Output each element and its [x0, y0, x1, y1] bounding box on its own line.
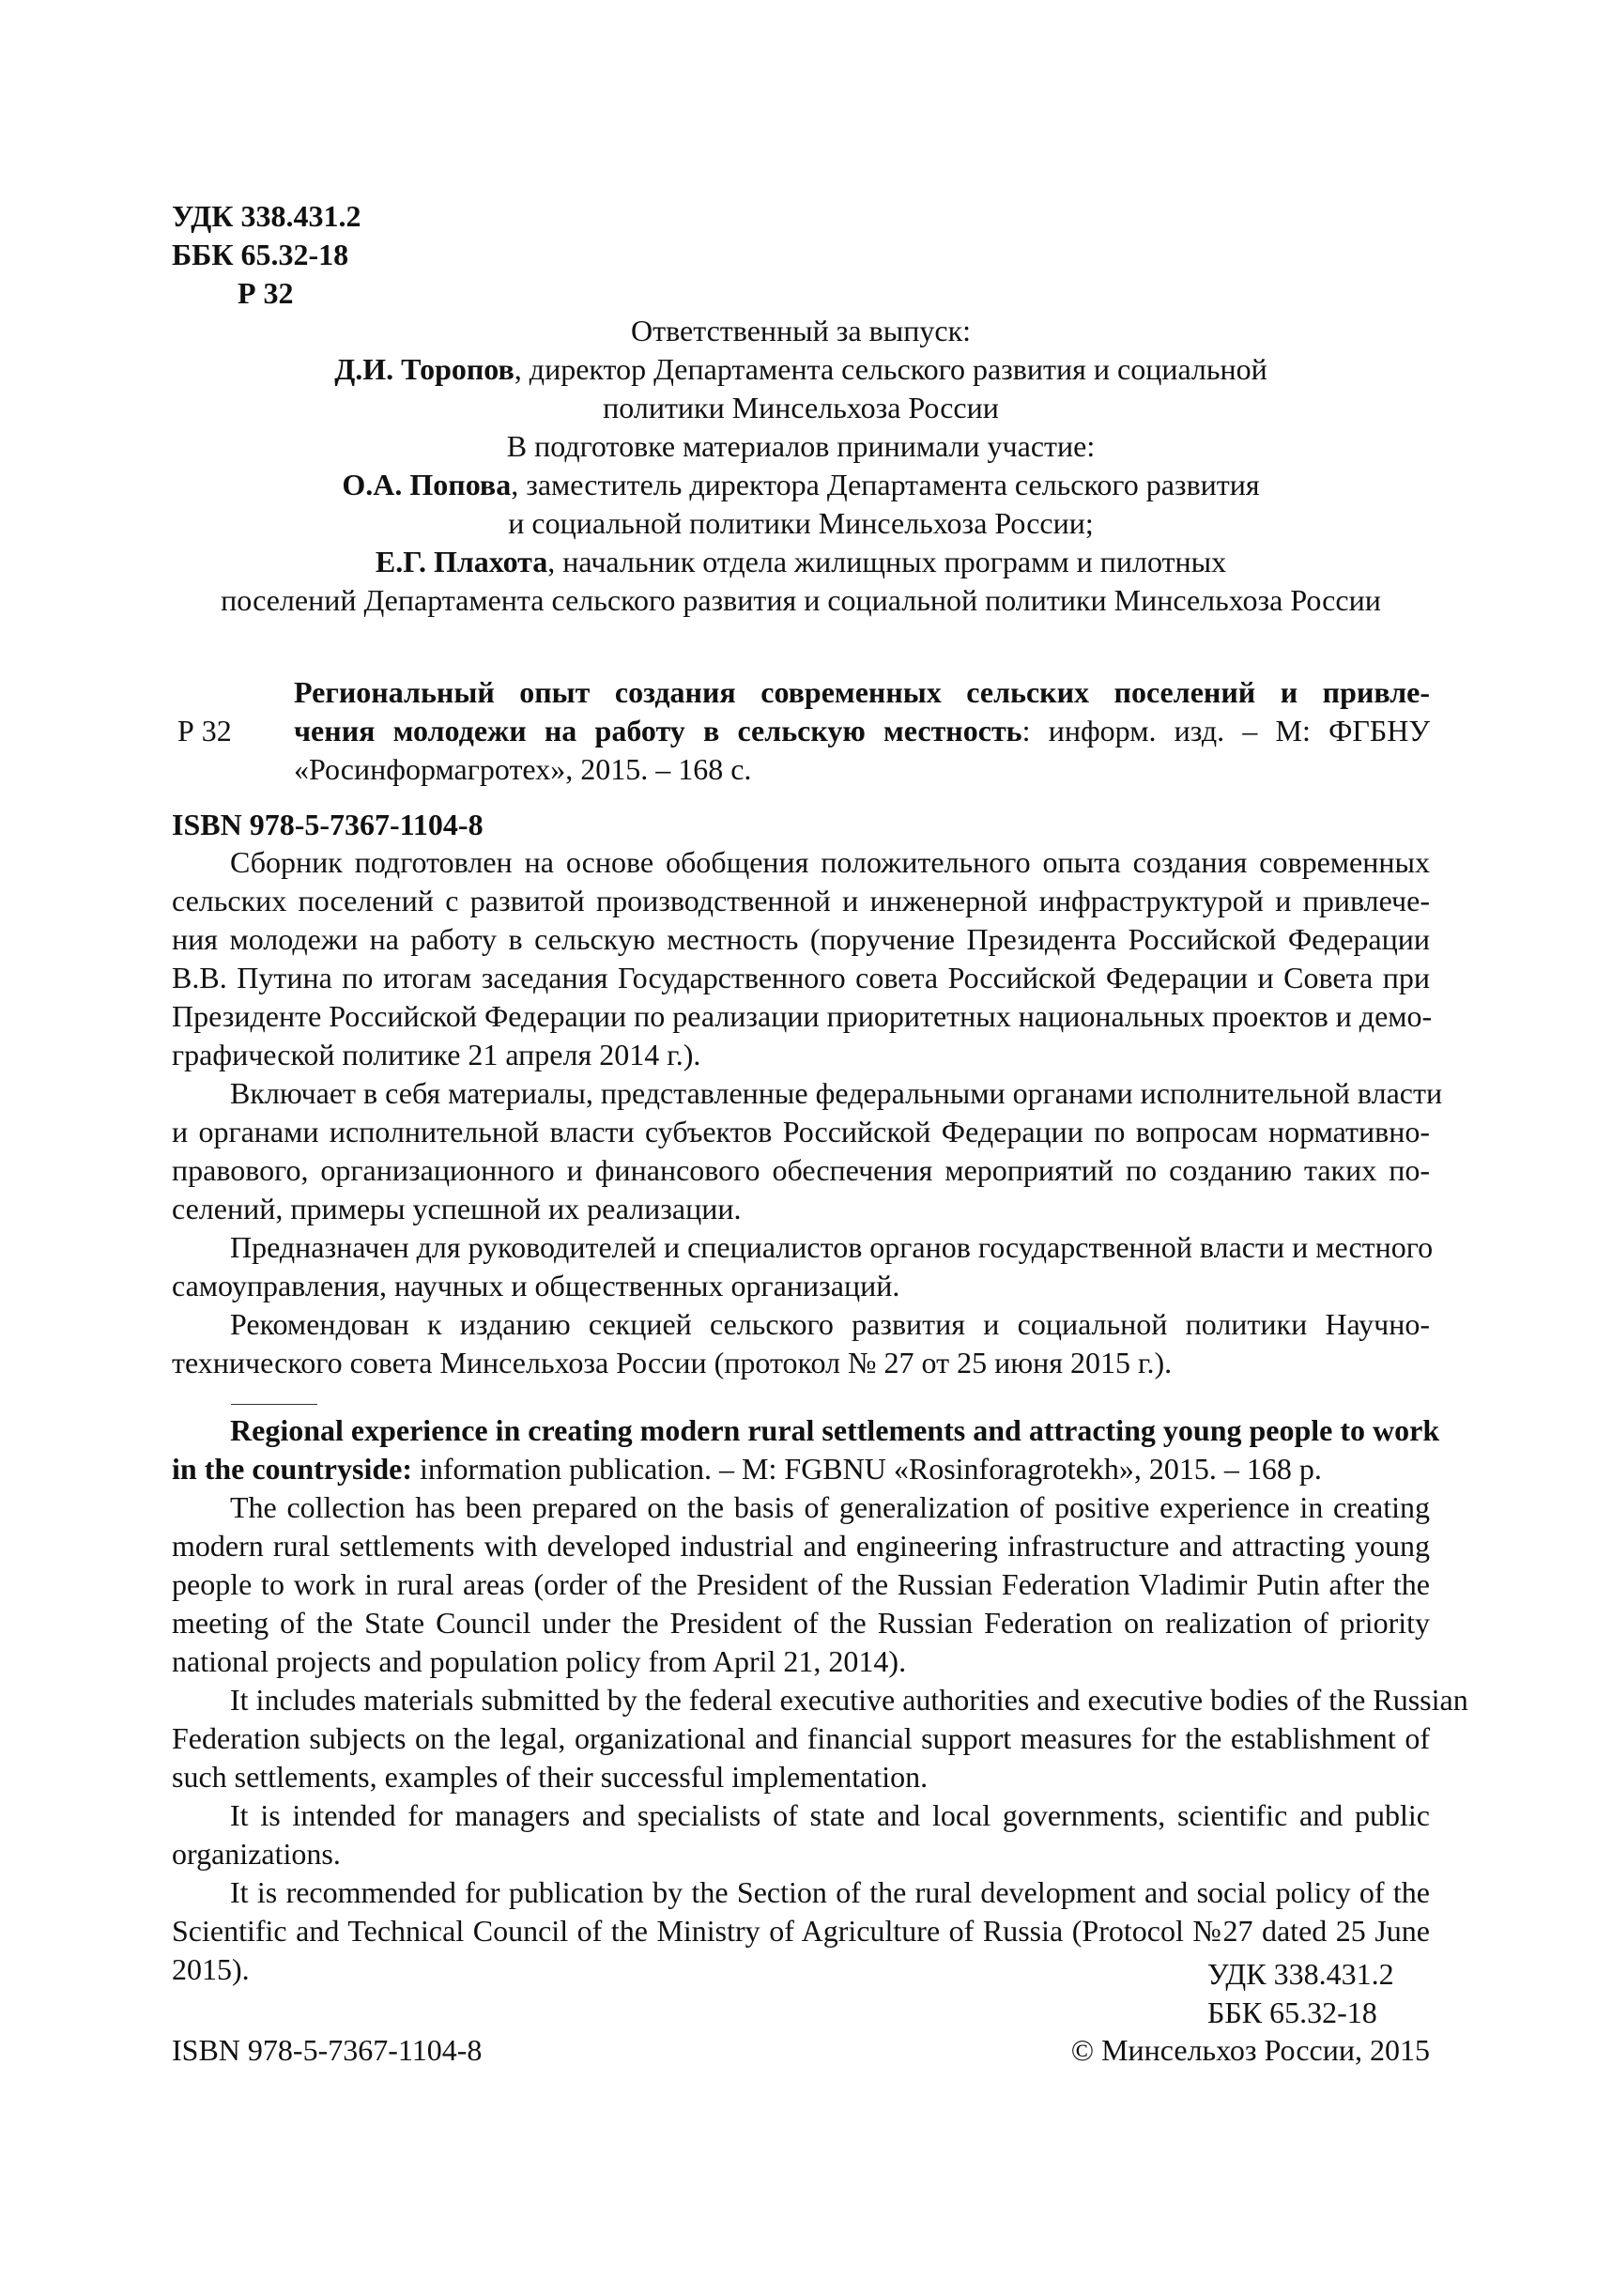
credit-name: О.А. Попова	[342, 468, 512, 501]
text-line: It is recommended for publication by the Section of the rural development and social policy of the	[230, 1875, 1430, 1909]
text-line: селений, примеры успешной их реализации.	[172, 1192, 742, 1225]
participants-label: В подготовке материалов принимали участие:	[506, 429, 1096, 463]
text-line: national projects and population policy from April 21, 2014).	[172, 1644, 907, 1678]
en-title	[172, 1411, 1440, 1488]
footer	[172, 2031, 1430, 2070]
credit-plakhota	[172, 543, 1430, 581]
isbn-heading: ISBN 978-5-7367-1104-8	[172, 808, 484, 841]
credit-role: , заместитель директора Департамента сельского развития	[511, 468, 1260, 501]
credit-toropov	[172, 350, 1430, 389]
text-line: графической политике 21 апреля 2014 г.).	[172, 1038, 701, 1071]
russian-abstract	[172, 843, 1443, 1382]
text-line: It includes materials submitted by the federal executive authorities and executive bodies of the Russian	[230, 1683, 1468, 1717]
copyright: © Минсельхоз России, 2015	[1070, 2033, 1430, 2067]
bibliographic-annotation	[172, 673, 1430, 789]
text-line: Regional experience in creating modern rural settlements and attracting young people to work	[230, 1413, 1440, 1447]
ru-paragraph-3	[172, 1228, 1434, 1305]
text-line: 2015).	[172, 1952, 250, 1986]
ru-paragraph-4	[172, 1305, 1430, 1382]
credit-role-cont: поселений Департамента сельского развития и социальной политики Минсельхоза России	[221, 583, 1381, 617]
text-line: organizations.	[172, 1837, 341, 1871]
responsible-label: Ответственный за выпуск:	[631, 314, 971, 347]
annotation-publisher: : информ. изд. – М: ФГБНУ	[1021, 714, 1431, 747]
en-title-bold: in the countryside:	[172, 1452, 412, 1486]
credit-role: , директор Департамента сельского развития и социальной	[514, 352, 1267, 386]
credit-name: Д.И. Торопов	[334, 352, 514, 386]
udk-code: УДК 338.431.2	[1207, 1957, 1394, 1991]
annotation-title-line: Региональный опыт создания современных сельских поселений и привле-	[294, 675, 1430, 709]
en-paragraph-3	[172, 1796, 1430, 1873]
annotation-title-line	[294, 712, 1430, 750]
author-mark: Р 32	[238, 276, 294, 310]
credit-popova	[172, 466, 1430, 504]
text-line: технического совета Минсельхоза России (протокол № 27 от 25 июня 2015 г.).	[172, 1346, 1173, 1379]
text-line: и органами исполнительной власти субъектов Российской Федерации по вопросам нормативно-	[172, 1115, 1430, 1148]
en-publisher: information publication. – M: FGBNU «Rosinforagrotekh», 2015. – 168 p.	[412, 1452, 1322, 1486]
credit-role-cont: и социальной политики Минсельхоза России;	[508, 506, 1094, 540]
text-line	[172, 1450, 1430, 1488]
annotation-title-bold: чения молодежи на работу в сельскую местность	[294, 714, 1022, 747]
text-line: modern rural settlements with developed industrial and engineering infrastructure and attracting young	[172, 1529, 1430, 1563]
text-line: Federation subjects on the legal, organizational and financial support measures for the establishment of	[172, 1721, 1430, 1755]
credits-block	[172, 312, 1430, 620]
en-paragraph-1	[172, 1488, 1430, 1681]
text-line: Рекомендован к изданию секцией сельского развития и социальной политики Научно-	[230, 1307, 1430, 1341]
text-line: В.В. Путина по итогам заседания Государственного совета Российской Федерации и Совета при	[172, 961, 1430, 994]
en-paragraph-2	[172, 1681, 1468, 1796]
udk-code: УДК 338.431.2	[172, 199, 361, 233]
credit-role: , начальник отдела жилищных программ и пилотных	[547, 545, 1227, 578]
annotation-code: Р 32	[177, 714, 232, 747]
text-line: Президенте Российской Федерации по реализации приоритетных национальных проектов и демо-	[172, 999, 1433, 1033]
credit-role-cont: политики Минсельхоза России	[603, 391, 999, 424]
credit-name: Е.Г. Плахота	[375, 545, 548, 578]
classification-block-right	[1207, 1955, 1394, 2032]
text-line: Сборник подготовлен на основе обобщения положительного опыта создания современных	[230, 845, 1430, 879]
text-line: Включает в себя материалы, представленные федеральными органами исполнительной власти	[230, 1076, 1443, 1110]
text-line: such settlements, examples of their successful implementation.	[172, 1760, 929, 1794]
text-line: meeting of the State Council under the President of the Russian Federation on realization of priority	[172, 1606, 1430, 1640]
ru-paragraph-1	[172, 843, 1433, 1074]
text-line: people to work in rural areas (order of the President of the Russian Federation Vladimir Putin after the	[172, 1567, 1430, 1601]
text-line: сельских поселений с развитой производственной и инженерной инфраструктурой и привлече-	[172, 884, 1430, 917]
annotation-text	[294, 673, 1430, 789]
bbk-code: ББК 65.32-18	[172, 238, 349, 271]
text-line: самоуправления, научных и общественных организаций.	[172, 1269, 900, 1302]
ru-paragraph-2	[172, 1074, 1443, 1228]
bbk-code: ББК 65.32-18	[1207, 1996, 1377, 2029]
text-line: ния молодежи на работу в сельскую местность (поручение Президента Российской Федерации	[172, 922, 1430, 956]
text-line: Scientific and Technical Council of the Ministry of Agriculture of Russia (Protocol №27 dated 25 June	[172, 1914, 1430, 1948]
text-line: It is intended for managers and specialists of state and local governments, scientific and public	[230, 1798, 1430, 1832]
section-divider	[231, 1404, 317, 1405]
footer-isbn: ISBN 978-5-7367-1104-8	[172, 2033, 483, 2067]
text-line: The collection has been prepared on the basis of generalization of positive experience in creating	[230, 1490, 1430, 1524]
text-line: Предназначен для руководителей и специалистов органов государственной власти и местного	[230, 1230, 1434, 1264]
text-line: правового, организационного и финансового обеспечения мероприятий по созданию таких по-	[172, 1153, 1430, 1187]
english-abstract	[172, 1411, 1468, 1989]
annotation-publisher-line: «Росинформагротех», 2015. – 168 с.	[294, 752, 752, 786]
classification-block	[172, 197, 361, 313]
